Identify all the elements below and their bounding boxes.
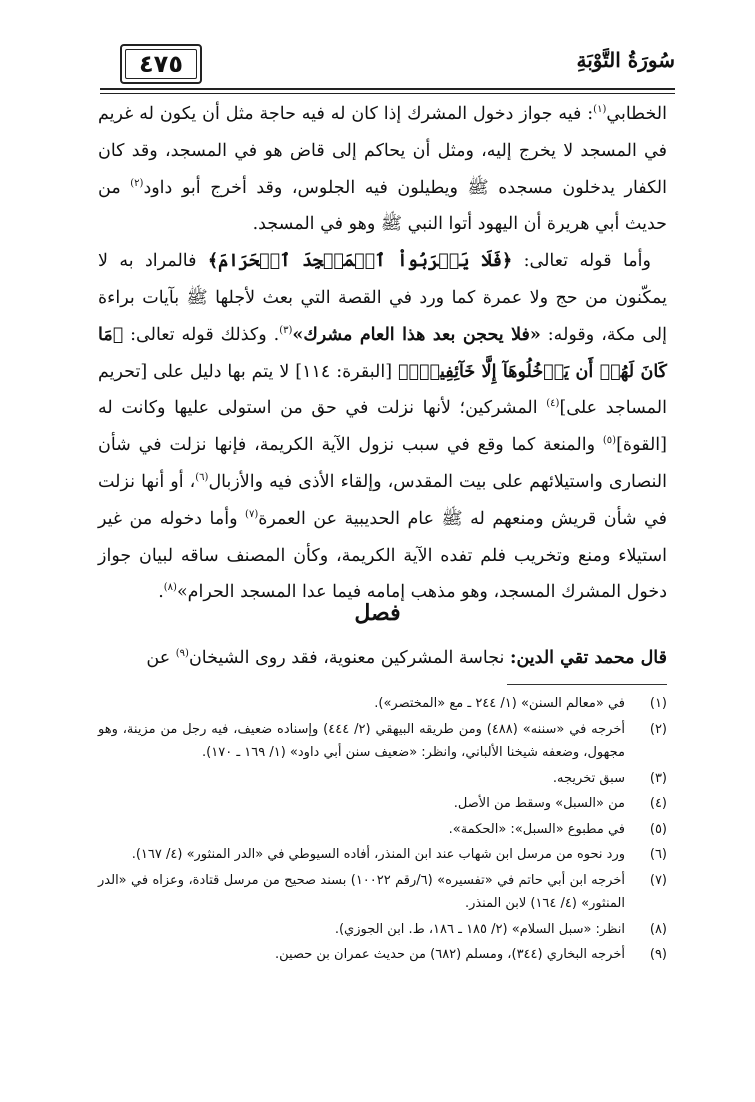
paragraph-2: وأما قوله تعالى: ﴿فَلَا يَقۡرَبُواْ ٱلۡمَسۡجِدَ ٱلۡحَرَامَ﴾ فالمراد به لا يمكّنون من حج ولا عمرة كما ورد في القصة التي بعث لأجلها ﷺ بآيات براءة إلى مكة، وقوله: «فلا يحجن بعد هذا العام مشرك»$^{(٣)}$. وكذلك قوله تعالى: ﴿مَا كَانَ لَهُمۡ أَن يَدۡخُلُوهَآ إِلَّا خَآئِفِينَۚ﴾ [البقرة: ١١٤] لا يتم بها دليل على [تحريم المساجد على]$^{(٤)}$ المشركين؛ لأنها نزلت في حق من استولى عليها وكانت له [القوة]$^{(٥)}$ والمنعة كما وقع في سبب نزول الآية الكريمة، فإنها نزلت في شأن النصارى واستيلائهم على بيت المقدس، وإلقاء الأذى فيه والأزبال$^{(٦)}$، أو أنها نزلت في شأن قريش ومنعهم له ﷺ عام الحديبية عن العمرة$^{(٧)}$ وأما دخوله من غير استيلاء ومنع وتخريب فلم تفده الآية الكريمة، وكأن المصنف ساقه لبيان جواز دخول المشرك المسجد، وهو مذهب إمامه فيما عدا المسجد الحرام»$^{(٨)}$. [98,251,668,603]
footnotes [98,692,667,969]
hadith-quote: «فلا يحجن بعد هذا العام مشرك» [292,324,541,345]
footnote-ref: (٢) [130,177,144,189]
footnote: (١) في «معالم السنن» (١/ ٢٤٤ ـ مع «المختصر»). [374,696,667,711]
header-rule [100,88,675,90]
footnote-ref: (٩) [175,648,189,660]
footnote-ref: (٣) [279,324,293,336]
footnote-ref: (٤) [546,398,560,410]
section-heading: فصل [354,600,401,626]
footnote-ref: (٧) [245,508,259,520]
quran-verse: ﴿فَلَا يَقۡرَبُواْ ٱلۡمَسۡجِدَ ٱلۡحَرَامَ﴾ [207,251,513,272]
footnote-ref: (٨) [163,582,177,594]
paragraph-1: الخطابي$^{(١)}$: فيه جواز دخول المشرك إذا كان له فيه حاجة مثل أن يكون له غريم في المسجد لا يخرج إليه، ومثل أن يحاكم إلى قاض هو في المسجد، وقد كان الكفار يدخلون مسجده ﷺ ويطيلون فيه الجلوس، وقد أخرج أبو داود$^{(٢)}$ من حديث أبي هريرة أن اليهود أتوا النبي ﷺ وهو في المسجد. [98,104,667,235]
footnote-ref: (٦) [195,472,209,484]
footnote: (٩) أخرجه البخاري (٣٤٤)، ومسلم (٦٨٢) من حديث عمران بن حصين. [275,947,667,962]
footnote: (٤) من «السبل» وسقط من الأصل. [453,796,667,811]
page-header [100,40,675,90]
footnote: (٧) أخرجه ابن أبي حاتم في «تفسيره» (٦/رقم ١٠٠٢٢) بسند صحيح من مرسل قتادة، وعزاه في «الدر المنثور» (٤/ ١٦٤) لابن المنذر. [98,872,667,911]
surah-title: سُورَةُ التَّوْبَةِ [576,48,675,72]
header-rule-thin [100,93,675,94]
footnote: (٣) سبق تخريجه. [552,770,667,786]
footnote-divider [507,684,667,685]
footnote: (٥) في مطبوع «السبل»: «الحكمة». [448,821,667,837]
section-lead: قال محمد تقي الدين: [509,648,667,668]
footnote: (٨) انظر: «سبل السلام» (٢/ ١٨٥ ـ ١٨٦، ط. ابن الجوزي). [334,921,667,937]
main-text [98,96,667,611]
footnote: (٢) أخرجه في «سننه» (٤٨٨) ومن طريقه البيهقي (٢/ ٤٤٤) وإسناده ضعيف، فيه رجل من مزينة، وهو مجهول، وضعفه شيخنا الألباني، وانظر: «ضعيف سنن أبي داود» (١/ ١٦٩ ـ ١٧٠). [98,721,667,760]
page-number-badge [120,44,202,84]
section-first-line: قال محمد تقي الدين: نجاسة المشركين معنوية، فقد روى الشيخان$^{(٩)}$ عن [146,648,667,668]
quran-verse: ﴿مَا كَانَ لَهُمۡ أَن يَدۡخُلُوهَآ إِلَّا خَآئِفِينَۚ﴾ [98,324,668,382]
footnote: (٦) ورد نحوه من مرسل ابن شهاب عند ابن المنذر، أفاده السيوطي في «الدر المنثور» (٤/ ١٦٧). [131,847,667,862]
footnote-ref: (١) [593,104,607,116]
page-number: ٤٧٥ [139,50,183,78]
footnote-ref: (٥) [602,435,617,447]
